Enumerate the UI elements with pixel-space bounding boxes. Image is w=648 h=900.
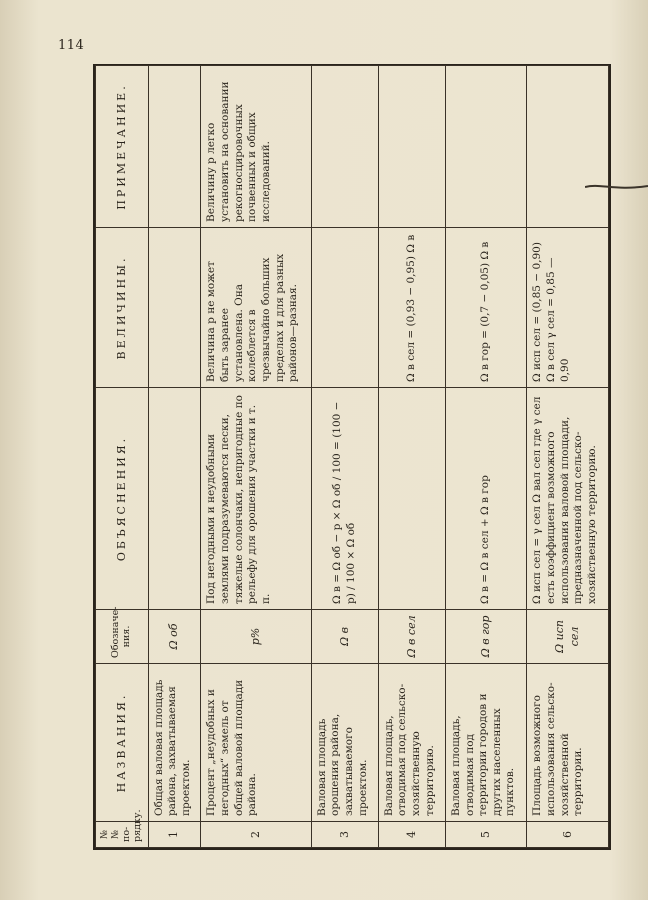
page-number: 114	[58, 38, 85, 53]
row-name: Валовая площадь, отводимая под территории городов и других населенных пунктов.	[445, 664, 527, 822]
row-explanation	[378, 388, 445, 610]
row-index: 1	[148, 822, 201, 848]
header-values: ВЕЛИЧИНЫ.	[96, 228, 149, 388]
row-notes: Величину p легко установить на основании рекогносцировочных почвенных и общих исследований.	[201, 66, 311, 228]
header-index: №№ по-рядку.	[96, 822, 149, 848]
row-name: Общая валовая площадь района, захватываемая проектом.	[148, 664, 201, 822]
table-row	[201, 66, 311, 848]
row-values: Ω в гор = (0,7 − 0,05) Ω в	[445, 228, 527, 388]
header-notes: ПРИМЕЧАНИЕ.	[96, 66, 149, 228]
row-values	[148, 228, 201, 388]
row-values: Величина p не может быть заранее установлена. Она колеблется в чрезвычайно больших пределах и для разных районов—разная.	[201, 228, 311, 388]
row-name: Валовая площадь орошения района, захватываемого проектом.	[311, 664, 378, 822]
row-index: 3	[311, 822, 378, 848]
parameters-table	[95, 65, 609, 848]
row-index: 2	[201, 822, 311, 848]
table-row	[311, 66, 378, 848]
data-table-frame	[93, 64, 611, 850]
table-header-row	[96, 66, 149, 848]
row-index: 5	[445, 822, 527, 848]
row-explanation: Ω в = Ω об − p × Ω об / 100 = (100 − p) / 100 × Ω об	[311, 388, 378, 610]
table-row	[445, 66, 527, 848]
row-symbol: Ω исп сел	[527, 610, 609, 664]
row-symbol: p%	[201, 610, 311, 664]
row-index: 6	[527, 822, 609, 848]
row-values: Ω исп сел = (0,85 − 0,90) Ω в сел γ сел = 0,85 — 0,90	[527, 228, 609, 388]
table-row	[378, 66, 445, 848]
row-index: 4	[378, 822, 445, 848]
header-name: НАЗВАНИЯ.	[96, 664, 149, 822]
row-symbol: Ω в	[311, 610, 378, 664]
row-notes	[378, 66, 445, 228]
row-notes	[527, 66, 609, 228]
row-symbol: Ω в гор	[445, 610, 527, 664]
row-values: Ω в сел = (0,93 − 0,95) Ω в	[378, 228, 445, 388]
row-values	[311, 228, 378, 388]
row-notes	[445, 66, 527, 228]
row-name: Площадь возможного использования сельско-хозяйственной территории.	[527, 664, 609, 822]
row-explanation: Под негодными и неудобными землями подразумеваются пески, тяжелые солончаки, непригодные по рельефу для орошения участки и т. п.	[201, 388, 311, 610]
row-name: Процент „неудобных и негодных“ земель от общей валовой площади района.	[201, 664, 311, 822]
row-symbol: Ω об	[148, 610, 201, 664]
header-symbol: Обозначе-ния.	[96, 610, 149, 664]
binding-thread-mark	[585, 180, 648, 194]
row-notes	[311, 66, 378, 228]
row-symbol: Ω в сел	[378, 610, 445, 664]
row-explanation: Ω исп сел = γ сел Ω вал сел где γ сел есть коэффициент возможного использования валовой площади, предназначенной под сельско-хозяйственную территорию.	[527, 388, 609, 610]
header-explanation: ОБЪЯСНЕНИЯ.	[96, 388, 149, 610]
table-row	[148, 66, 201, 848]
row-name: Валовая площадь, отводимая под сельско-хозяйственную территорию.	[378, 664, 445, 822]
row-notes	[148, 66, 201, 228]
row-explanation	[148, 388, 201, 610]
row-explanation: Ω в = Ω в сел + Ω в гор	[445, 388, 527, 610]
rotated-table-wrapper	[95, 66, 609, 848]
